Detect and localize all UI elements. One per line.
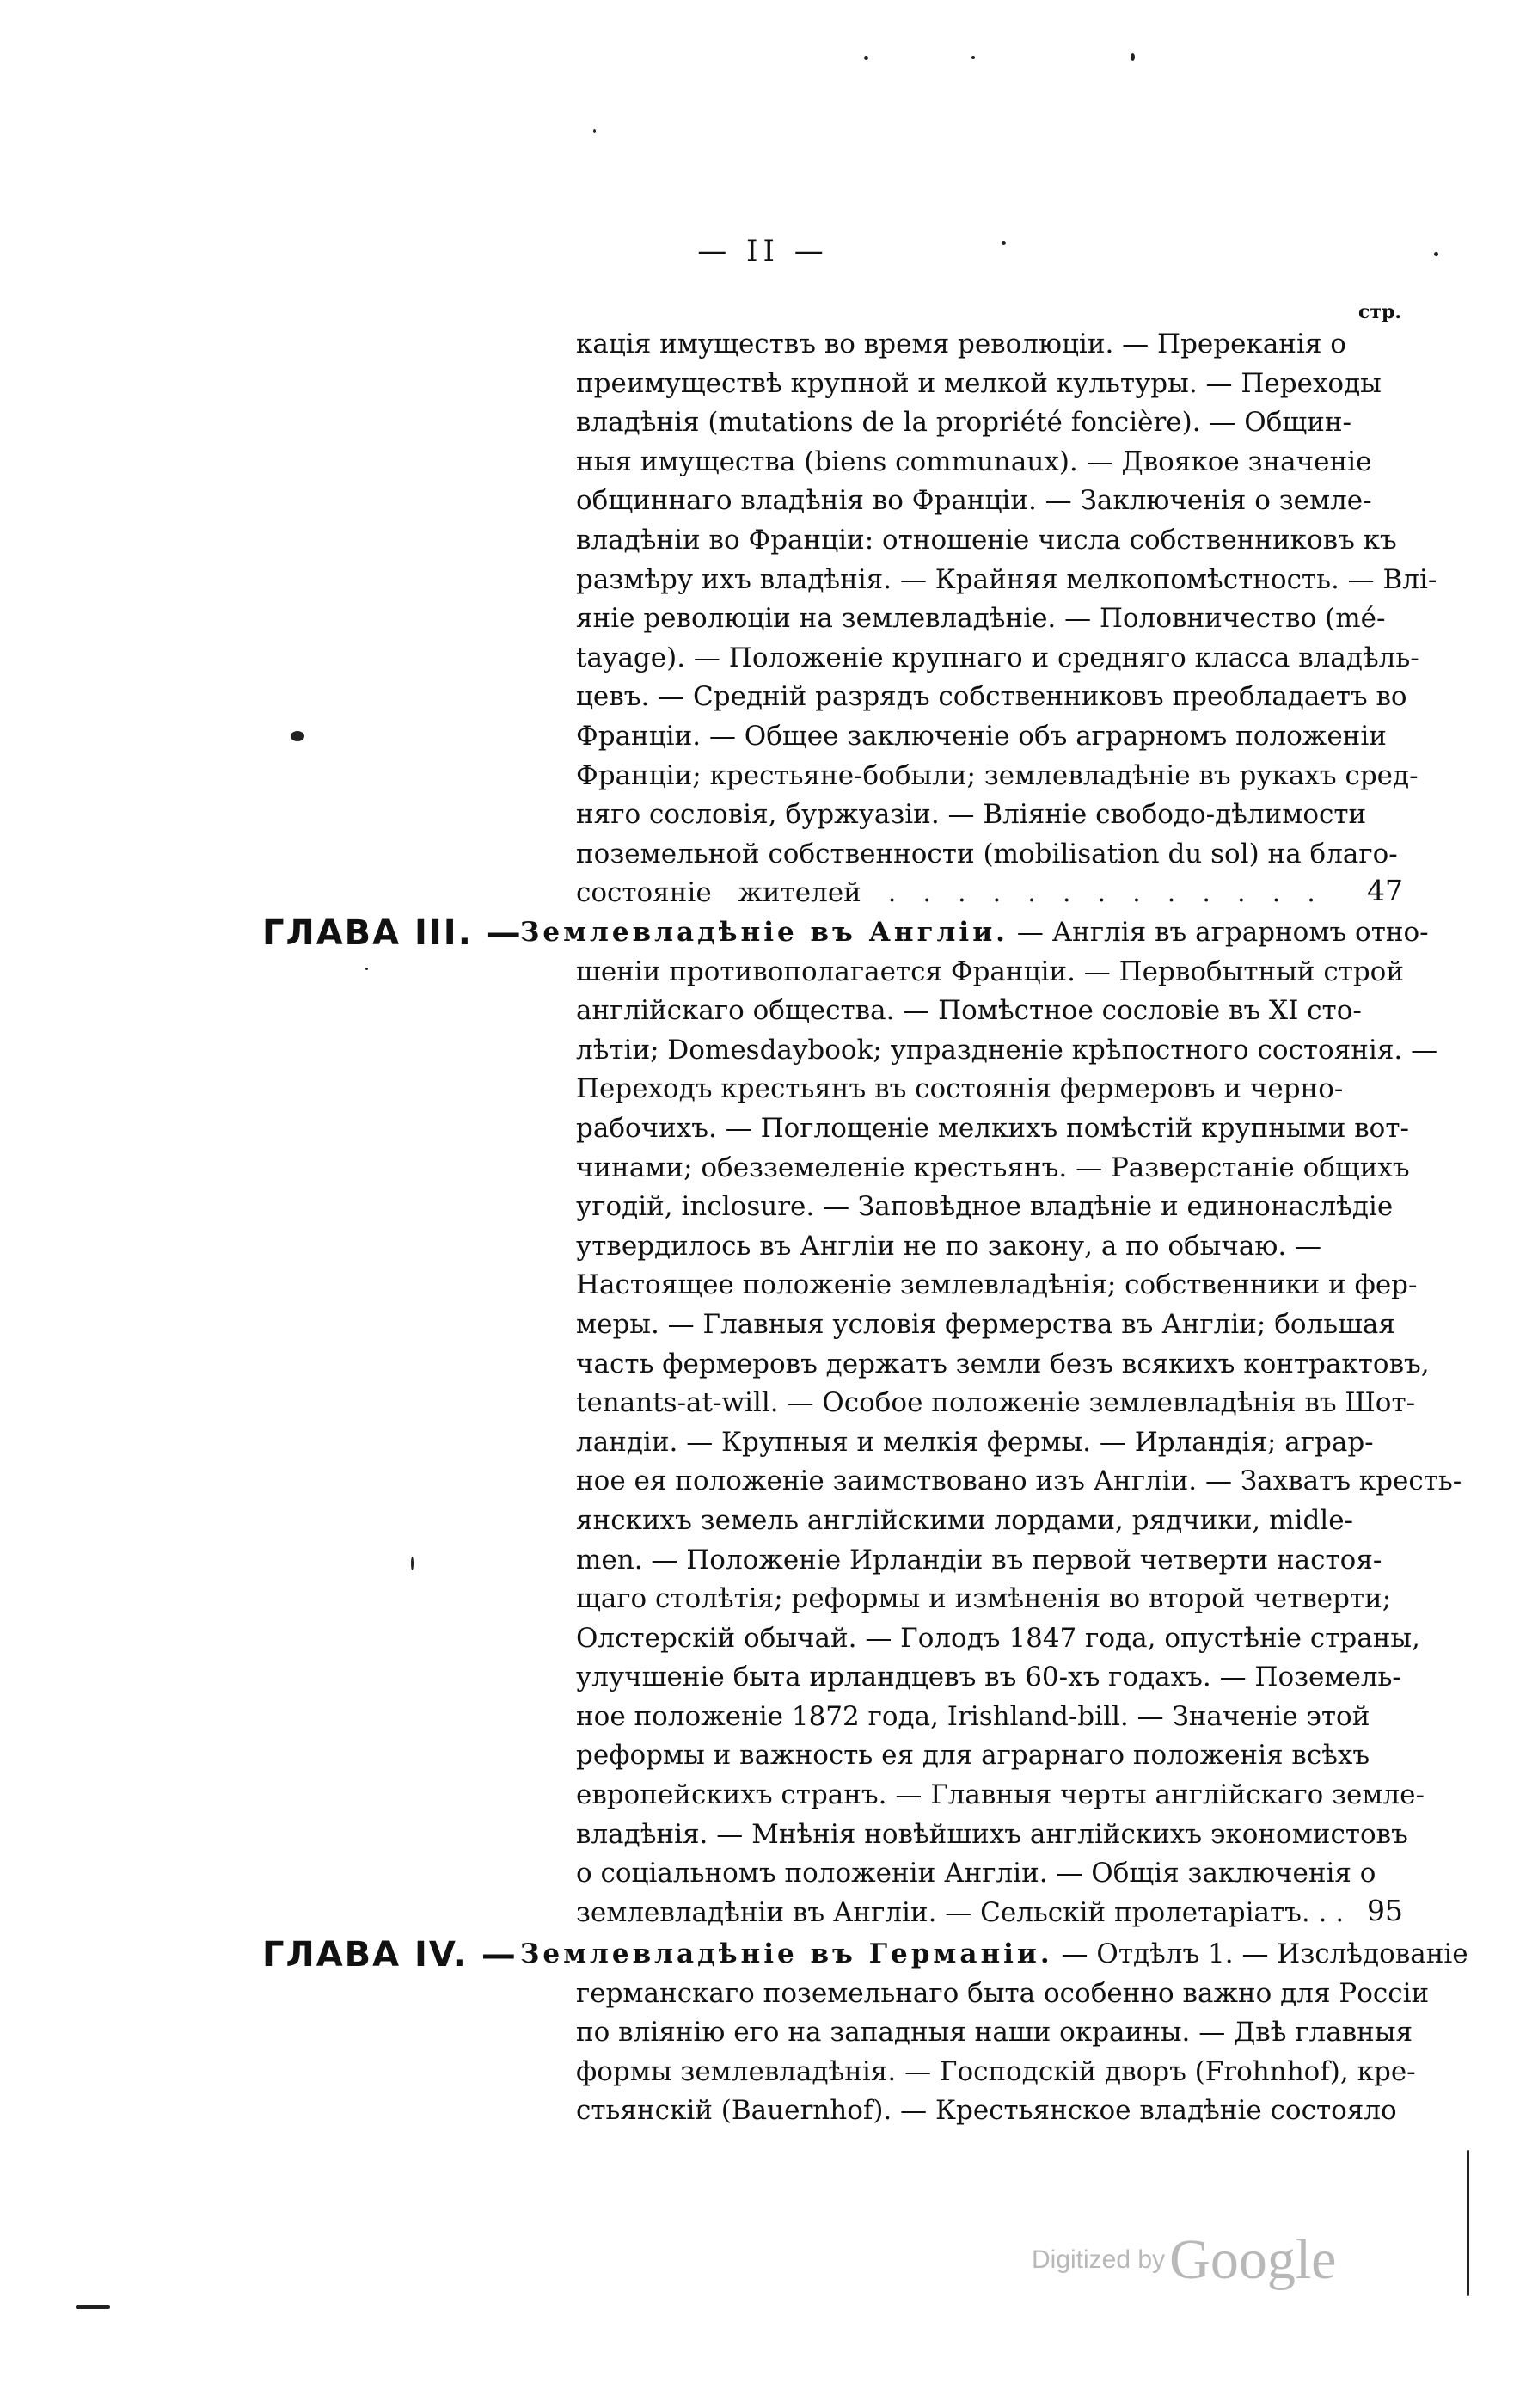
text-line: поземельной собственности (mobilisation du sol) на благо-: [576, 838, 1398, 869]
text-line: ное ея положеніе заимствовано изъ Англіи. — Захватъ кресть-: [576, 1465, 1462, 1497]
text-fragment: — Отдѣлъ 1. — Изслѣдованіе: [1052, 1938, 1468, 1969]
scan-speck: [971, 56, 975, 59]
text-line: [520, 913, 1429, 953]
text-line: преимуществѣ крупной и мелкой культуры. — Переходы: [576, 367, 1382, 399]
text-line: часть фермеровъ держатъ земли безъ всякихъ контрактовъ,: [576, 1348, 1430, 1379]
text-line: цевъ. — Средній разрядъ собственниковъ преобладаетъ во: [576, 681, 1407, 713]
chapter-label: ГЛАВА III. —: [262, 913, 523, 953]
page-number: 95: [1367, 1894, 1403, 1927]
text-line: утвердилось въ Англіи не по закону, а по обычаю. —: [576, 1230, 1322, 1262]
scan-speck: [1434, 252, 1438, 256]
scan-speck: [1131, 53, 1135, 61]
text-line: европейскихъ странъ. — Главныя черты англійскаго земле-: [576, 1779, 1425, 1811]
scan-speck: [1467, 2150, 1469, 2296]
text-line: владѣніи во Франціи: отношеніе числа собственниковъ къ: [576, 524, 1397, 556]
text-line: о соціальномъ положеніи Англіи. — Общія заключенія о: [576, 1858, 1376, 1889]
watermark-prefix: Digitized by: [1032, 2245, 1166, 2274]
scan-speck: [411, 1557, 414, 1570]
text-line: рабочихъ. — Поглощеніе мелкихъ помѣстій крупными вот-: [576, 1112, 1409, 1144]
scan-speck: [76, 2305, 110, 2309]
page-column-label: стр.: [1358, 301, 1402, 323]
text-line: Франціи; крестьяне-бобыли; землевладѣніе въ рукахъ сред-: [576, 759, 1419, 791]
text-line: яніе революціи на землевладѣніе. — Половничество (mé-: [576, 603, 1386, 635]
text-line: Настоящее положеніе землевладѣнія; собственники и фер-: [576, 1269, 1418, 1301]
scan-speck: [593, 129, 596, 133]
text-line: янскихъ земель англійскими лордами, рядчики, midle-: [576, 1504, 1354, 1536]
text-line: угодій, inclosure. — Заповѣдное владѣніе и единонаслѣдіе: [576, 1191, 1394, 1223]
text-line: men. — Положеніе Ирландіи въ первой четверти настоя-: [576, 1544, 1382, 1576]
text-line: формы землевладѣнія. — Господскій дворъ (Frohnhof), кре-: [576, 2055, 1416, 2087]
scan-speck: [864, 56, 868, 60]
text-line: владѣнія. — Мнѣнія новѣйшихъ англійскихъ экономистовъ: [576, 1818, 1408, 1850]
text-line: ныя имущества (biens communaux). — Двоякое значеніе: [576, 445, 1372, 477]
text-line: состояніе жителей . . . . . . . . . . . . .: [576, 877, 1315, 909]
text-line: германскаго поземельнаго быта особенно важно для Россіи: [576, 1977, 1430, 2009]
page-marker: — II —: [697, 234, 829, 268]
scan-speck: [365, 968, 368, 970]
text-line: щаго столѣтія; реформы и измѣненія во второй четверти;: [576, 1583, 1392, 1615]
text-line: ландіи. — Крупныя и мелкія фермы. — Ирландія; аграр-: [576, 1426, 1374, 1458]
text-fragment: — Англія въ аграрномъ отно-: [1008, 917, 1429, 948]
text-line: Олстерскій обычай. — Голодъ 1847 года, опустѣніе страны,: [576, 1622, 1420, 1654]
text-line: tayage). — Положеніе крупнаго и средняго класса владѣль-: [576, 642, 1419, 673]
chapter-text: [576, 1975, 1430, 2131]
text-line: англійскаго общества. — Помѣстное сословіе въ XI сто-: [576, 995, 1362, 1027]
text-line: чинами; обезземеленіе крестьянъ. — Разверстаніе общихъ: [576, 1152, 1410, 1183]
text-line: лѣтіи; Domesdaybook; упраздненіе крѣпостного состоянія. —: [576, 1034, 1438, 1066]
chapter-label: ГЛАВА IV. —: [262, 1935, 518, 1975]
page-number: 47: [1367, 874, 1403, 907]
text-line: шеніи противополагается Франціи. — Первобытный строй: [576, 955, 1404, 987]
text-line: Франціи. — Общее заключеніе объ аграрномъ положеніи: [576, 720, 1387, 752]
text-line: владѣнія (mutations de la propriété foncière). — Общин-: [576, 407, 1351, 439]
digitized-watermark: [1032, 2227, 1336, 2293]
text-line: общиннаго владѣнія во Франціи. — Заключенія о земле-: [576, 485, 1372, 517]
text-line: няго сословія, буржуазіи. — Вліяніе свободо-дѣлимости: [576, 799, 1367, 831]
chapter-text: [520, 1935, 1468, 1975]
text-line: ное положеніе 1872 года, Irishland-bill. — Значеніе этой: [576, 1700, 1370, 1732]
text-line: tenants-at-will. — Особое положеніе землевладѣнія въ Шот-: [576, 1387, 1416, 1419]
chapter-title: Землевладѣніе въ Англіи.: [520, 917, 1008, 948]
text-line: реформы и важность ея для аграрнаго положенія всѣхъ: [576, 1740, 1370, 1772]
text-line: по вліянію его на западныя наши окраины. — Двѣ главныя: [576, 2017, 1413, 2049]
text-line: меры. — Главныя условія фермерства въ Англіи; большая: [576, 1308, 1395, 1340]
chapter-title: Землевладѣніе въ Германіи.: [520, 1938, 1053, 1969]
text-line: улучшеніе быта ирландцевъ въ 60-хъ годахъ. — Поземель-: [576, 1662, 1401, 1693]
scan-speck: [291, 731, 304, 741]
text-line: стьянскій (Bauernhof). — Крестьянское владѣніе состояло: [576, 2095, 1397, 2127]
text-line: Переходъ крестьянъ въ состоянія фермеровъ и черно-: [576, 1073, 1344, 1105]
google-logo: Google: [1169, 2228, 1337, 2291]
scan-speck: [1002, 241, 1006, 245]
chapter-text: [520, 913, 1429, 953]
text-line: размѣру ихъ владѣнія. — Крайняя мелкопомѣстность. — Влі-: [576, 563, 1437, 595]
text-line: [520, 1935, 1468, 1975]
text-line: кація имуществъ во время революціи. — Пререканія о: [576, 329, 1346, 359]
text-line: землевладѣніи въ Англіи. — Сельскій пролетаріатъ. . .: [576, 1896, 1345, 1928]
